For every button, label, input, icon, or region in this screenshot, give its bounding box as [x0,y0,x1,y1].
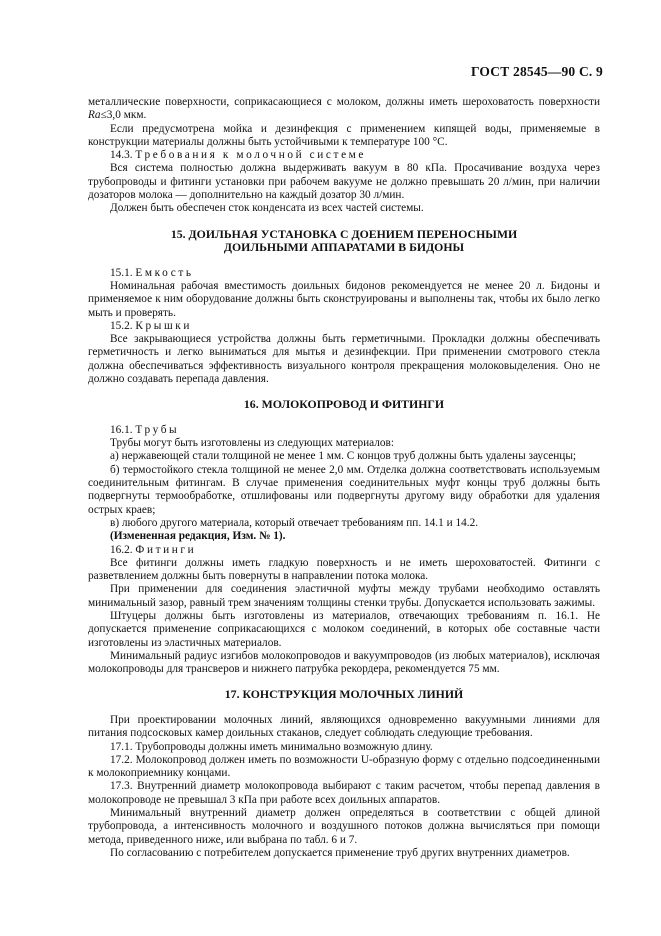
paragraph-17-5: По согласованию с потребителем допускается применение труб других внутренних диаметров. [110,846,570,859]
subheading-16-1 [88,424,600,437]
section-title-15 [88,228,600,255]
section-title-15-line2: ДОИЛЬНЫМИ АППАРАТАМИ В БИДОНЫ [223,240,465,255]
roughness-symbol: Ra [88,109,101,122]
paragraph-16-2-b: При применении для соединения эластичной муфты между трубами необходимо оставлять минимальный зазор, равный трем значениям толщины стенки трубы. Допускается использовать зажимы. [88,583,600,609]
section-title-15-line1: 15. ДОИЛЬНАЯ УСТАНОВКА С ДОЕНИЕМ ПЕРЕНОСНЫМИ [170,226,518,241]
paragraph-17-intro: При проектировании молочных линий, являющихся одновременно вакуумными линиями для питания подсосковых камер доильных стаканов, следует соблюдать следующие требования. [88,713,600,740]
roughness-value: ≤3,0 мкм. [100,109,147,122]
subheading-15-2 [88,320,600,333]
paragraph-15-1: Номинальная рабочая вместимость доильных бидонов рекомендуется не менее 20 л. Бидоны и применяемое к ним оборудование должны быть сконструированы и выполнены так, чтобы их было легко мыть и проверять. [88,279,600,319]
subheading-16-2 [88,544,600,557]
subheading-16-1-title: Трубы [135,423,180,436]
subheading-15-2-title: Крышки [135,319,193,332]
subheading-15-1 [88,267,600,280]
paragraph-17-2: 17.2. Молокопровод должен иметь по возможности U-образную форму с отдельно подсоединенными к молокоприемнику концами. [88,753,600,780]
paragraph-16-1: Трубы могут быть изготовлены из следующих материалов: [110,437,395,450]
list-item-16-1-b: б) термостойкого стекла толщиной не менее 2,0 мм. Отделка должна соответствовать используемым соединительным фитингам. В случае применения соединительных муфт концы труб должны быть подвергнуты термообработке, отшлифованы или подвергнуты другому виду обработки для удаления острых краев; [88,463,600,516]
paragraph-17-4: Минимальный внутренний диаметр должен определяться в соответствии с общей длиной трубопровода, а интенсивность молочного и воздушного потоков должна вычисляться при помощи метода, приведенного ниже, или выбрана по табл. 6 и 7. [88,807,600,846]
subheading-15-1-number: 15.1. [110,266,133,279]
paragraph-14-3-vacuum: Вся система полностью должна выдерживать вакуум в 80 кПа. Просачивание воздуха через трубопроводы и фитинги установки при рабочем вакууме не должно превышать 20 л/мин, при наличии дозаторов молока — дополнительно на каждый дозатор 30 л/мин. [88,162,600,202]
subheading-15-1-title: Емкость [135,266,194,279]
subheading-14-3-number: 14.3. [110,149,133,162]
subheading-14-3 [88,149,600,162]
page-header-doc-ref: ГОСТ 28545—90 С. 9 [470,64,603,79]
document-body [88,96,600,860]
paragraph-16-2-c: Штуцеры должны быть изготовлены из материалов, отвечающих требованиям п. 16.1. Не допускается применение соприкасающихся с молоком соединений, в которых обе составные части изготовлены из эластичных материалов. [88,610,600,649]
paragraph-15-2: Все закрывающиеся устройства должны быть герметичными. Прокладки должны обеспечивать герметичность и легко выниматься для мытья и дезинфекции. При применении смотрового стекла должна обеспечиваться эффективность визуального контроля прекращения молоковыделения. Оно не должно создавать перепада давления. [88,333,600,386]
amendment-note: (Измененная редакция, Изм. № 1). [110,530,286,543]
paragraph-16-2-a: Все фитинги должны иметь гладкую поверхность и не иметь шероховатостей. Фитинги с разветвлением должны быть повернуты в направлении потока молока. [88,556,600,583]
list-item-16-1-c: в) любого другого материала, который отвечает требованиям пп. 14.1 и 14.2. [110,516,479,529]
list-item-16-1-a: а) нержавеющей стали толщиной не менее 1 мм. С концов труб должны быть удалены заусенцы; [110,450,577,463]
paragraph-continuation [88,96,600,123]
subheading-14-3-title: Требования к молочной системе [135,149,367,162]
section-title-16: 16. МОЛОКОПРОВОД И ФИТИНГИ [243,397,445,412]
subheading-15-2-number: 15.2. [110,319,133,332]
subheading-16-2-title: Фитинги [135,543,197,556]
paragraph-washing: Если предусмотрена мойка и дезинфекция с применением кипящей воды, применяемые в конструкции материалы должны быть устойчивыми к температуре 100 °С. [88,122,600,148]
paragraph-17-1: 17.1. Трубопроводы должны иметь минимально возможную длину. [110,740,433,753]
subheading-16-1-number: 16.1. [110,423,133,436]
section-title-17: 17. КОНСТРУКЦИЯ МОЛОЧНЫХ ЛИНИЙ [224,687,464,702]
subheading-16-2-number: 16.2. [110,543,133,556]
paragraph-14-3-condensate: Должен быть обеспечен сток конденсата из всех частей системы. [110,202,424,215]
paragraph-continuation-text: металлические поверхности, соприкасающиеся с молоком, должны иметь шероховатость поверхности [88,96,600,108]
paragraph-16-2-d: Минимальный радиус изгибов молокопроводов и вакуумпроводов (из любых материалов), исключая молокопроводы для трансверов и нижнего патрубка рекордера, рекомендуется 75 мм. [88,649,600,676]
paragraph-17-3: 17.3. Внутренний диаметр молокопровода выбирают с таким расчетом, чтобы перепад давления в молокопроводе не превышал 3 кПа при работе всех доильных аппаратов. [88,780,600,806]
